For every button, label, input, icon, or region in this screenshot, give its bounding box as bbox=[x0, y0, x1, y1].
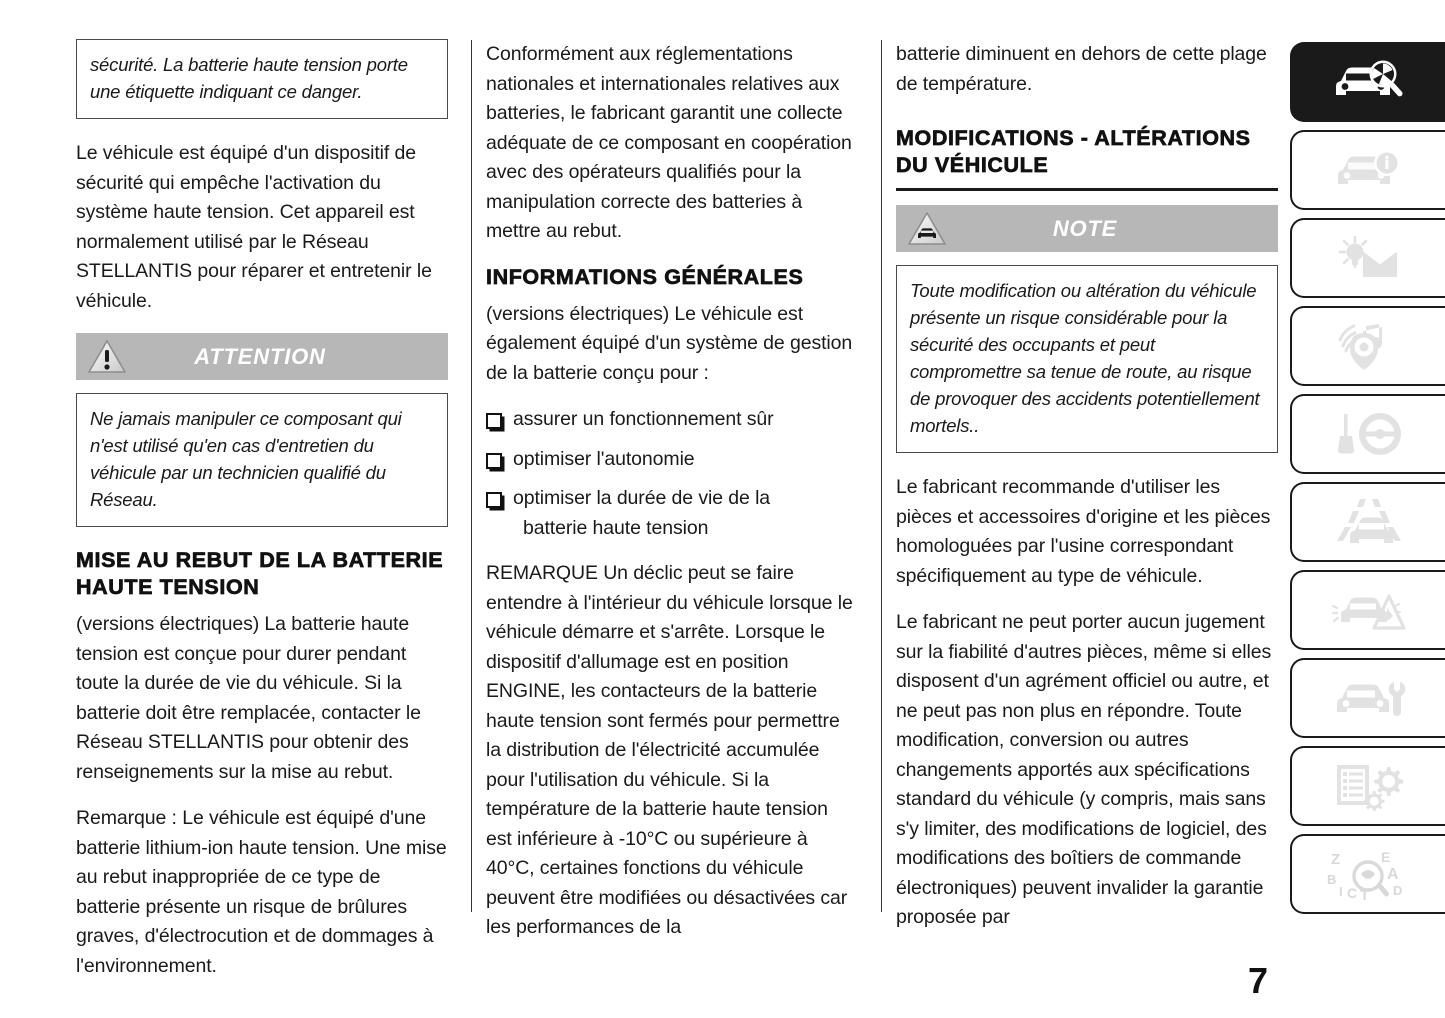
square-bullet-icon bbox=[486, 492, 502, 508]
car-inspection-icon bbox=[1330, 57, 1408, 107]
column-3 bbox=[896, 40, 1278, 933]
svg-text:T: T bbox=[1359, 887, 1369, 900]
col1-heading: MISE AU REBUT DE LA BATTERIE HAUTE TENSION bbox=[76, 548, 444, 599]
continued-callout-box bbox=[76, 39, 448, 119]
list-item-label: optimiser l'autonomie bbox=[513, 447, 695, 470]
list-item-label: assurer un fonctionnement sûr bbox=[513, 408, 774, 430]
navigation-audio-icon bbox=[1332, 320, 1406, 372]
steering-wheel-icon bbox=[1331, 410, 1407, 458]
col1-paragraph-2: (versions électriques) La batterie haute tension est conçue pour durer pendant toute la durée de vie du véhicule. Si la batterie doit être remplacée, contacter le Réseau STELLANTIS pour obtenir des renseignements sur la mise au rebut. bbox=[76, 613, 421, 783]
battery-management-list bbox=[486, 405, 858, 543]
sidebar-item-specifications[interactable] bbox=[1290, 746, 1445, 826]
sidebar-item-emergency-warning[interactable] bbox=[1290, 570, 1445, 650]
col2-paragraph-1: Conformément aux réglementations nationales et internationales relatives aux batteries, le fabricant garantit une collecte adéquate de ce composant en coopération avec des opérateurs qualifiés pour la manipulation correcte des batteries à mettre au rebut. bbox=[486, 43, 852, 242]
sidebar-item-car-maintenance[interactable] bbox=[1290, 658, 1445, 738]
col3-paragraph-2: Le fabricant recommande d'utiliser les pièces et accessoires d'origine et les pièces homologuées par l'usine correspondant spécifiquement au type de véhicule. bbox=[896, 476, 1271, 587]
car-maintenance-icon bbox=[1331, 674, 1407, 722]
square-bullet-icon bbox=[486, 453, 502, 469]
square-bullet-icon bbox=[486, 413, 502, 429]
warning-triangle-icon bbox=[76, 339, 134, 375]
sidebar-item-navigation-audio[interactable] bbox=[1290, 306, 1445, 386]
svg-text:E: E bbox=[1380, 849, 1390, 865]
column-1 bbox=[76, 40, 448, 998]
list-item bbox=[486, 405, 858, 435]
attention-label: ATTENTION bbox=[194, 343, 326, 369]
specifications-icon bbox=[1331, 761, 1407, 811]
svg-text:C: C bbox=[1346, 885, 1357, 900]
col1-paragraph-3: Remarque : Le véhicule est équipé d'une batterie lithium-ion haute tension. Une mise au rebut inappropriée de ce type de batterie présente un risque de brûlures graves, d'électrocution et de dommages à l'environnement. bbox=[76, 807, 447, 977]
sidebar-item-alphabetical-index[interactable] bbox=[1290, 834, 1445, 914]
attention-header bbox=[76, 333, 448, 380]
attention-text: Ne jamais manipuler ce composant qui n'est utilisé qu'en cas d'entretien du véhicule par un technicien qualifié du Réseau. bbox=[90, 408, 402, 510]
emergency-warning-icon bbox=[1331, 586, 1407, 634]
sidebar-item-lamp-mail[interactable] bbox=[1290, 218, 1445, 298]
list-item bbox=[486, 484, 858, 543]
continued-callout-text: sécurité. La batterie haute tension porte une étiquette indiquant ce danger. bbox=[90, 54, 408, 102]
note-label: NOTE bbox=[1052, 215, 1118, 241]
page-columns bbox=[76, 0, 1281, 977]
col2-paragraph-2: (versions électriques) Le véhicule est également équipé d'un système de gestion de la batterie conçu pour : bbox=[486, 302, 853, 384]
svg-text:I: I bbox=[1338, 884, 1343, 899]
lamp-mail-icon bbox=[1333, 233, 1405, 283]
section-tab-rail bbox=[1290, 42, 1445, 922]
col1-paragraph-1: Le véhicule est équipé d'un dispositif de sécurité qui empêche l'activation du système haute tension. Cet appareil est normalement utilisé par le Réseau STELLANTIS pour réparer et entretenir le véhicule. bbox=[76, 142, 432, 312]
note-header bbox=[896, 205, 1278, 252]
svg-text:Z: Z bbox=[1330, 851, 1340, 868]
col3-paragraph-3: Le fabricant ne peut porter aucun jugement sur la fiabilité d'autres pièces, même si elles disposent d'un agrément officiel ou autre, et ne peut pas non plus en répondre. Toute modification, conversion ou autres changements apportés aux spécifications standard du véhicule (y compris, mais sans s'y limiter, des modifications de logiciel, des modifications des boîtiers de commande électroniques) peuvent invalider la garantie proposée par bbox=[896, 611, 1272, 928]
col2-paragraph-3: REMARQUE Un déclic peut se faire entendre à l'intérieur du véhicule lorsque le véhicule démarre et s'arrête. Lorsque le dispositif d'allumage est en position ENGINE, les contacteurs de la batterie haute tension sont fermés pour permettre la distribution de l'électricité accumulée pour l'utilisation du véhicule. Si la température de la batterie haute tension est inférieure à -10°C ou supérieure à 40°C, certaines fonctions du véhicule peuvent être modifiées ou désactivées car les performances de la bbox=[486, 562, 853, 938]
note-box bbox=[896, 265, 1278, 453]
page-number: 7 bbox=[1247, 960, 1267, 1001]
svg-text:B: B bbox=[1326, 872, 1336, 887]
lane-assist-icon bbox=[1331, 497, 1407, 547]
list-item-label: optimiser la durée de vie de la bbox=[513, 487, 771, 509]
col3-heading: MODIFICATIONS - ALTÉRATIONS DU VÉHICULE bbox=[896, 125, 1278, 191]
svg-text:D: D bbox=[1392, 883, 1402, 898]
sidebar-item-car-inspection[interactable] bbox=[1290, 42, 1445, 122]
sidebar-item-steering-wheel[interactable] bbox=[1290, 394, 1445, 474]
column-2 bbox=[486, 40, 858, 943]
col2-heading: INFORMATIONS GÉNÉRALES bbox=[486, 264, 804, 289]
sidebar-item-car-info[interactable] bbox=[1290, 130, 1445, 210]
car-in-triangle-icon bbox=[896, 211, 954, 247]
attention-box bbox=[76, 393, 448, 527]
column-divider-2 bbox=[881, 40, 882, 912]
list-item bbox=[486, 445, 858, 475]
svg-text:A: A bbox=[1386, 866, 1399, 883]
column-divider-1 bbox=[471, 40, 472, 912]
col3-paragraph-1: batterie diminuent en dehors de cette plage de température. bbox=[896, 43, 1267, 95]
car-info-icon bbox=[1332, 146, 1406, 194]
sidebar-item-lane-assist[interactable] bbox=[1290, 482, 1445, 562]
note-text: Toute modification ou altération du véhicule présente un risque considérable pour la sécurité des occupants et peut compromettre sa tenue de route, au risque de provoquer des accidents potentiellement mortels.. bbox=[910, 280, 1260, 436]
list-item-label-line2: batterie haute tension bbox=[523, 516, 709, 539]
alphabetical-index-icon bbox=[1325, 848, 1413, 900]
